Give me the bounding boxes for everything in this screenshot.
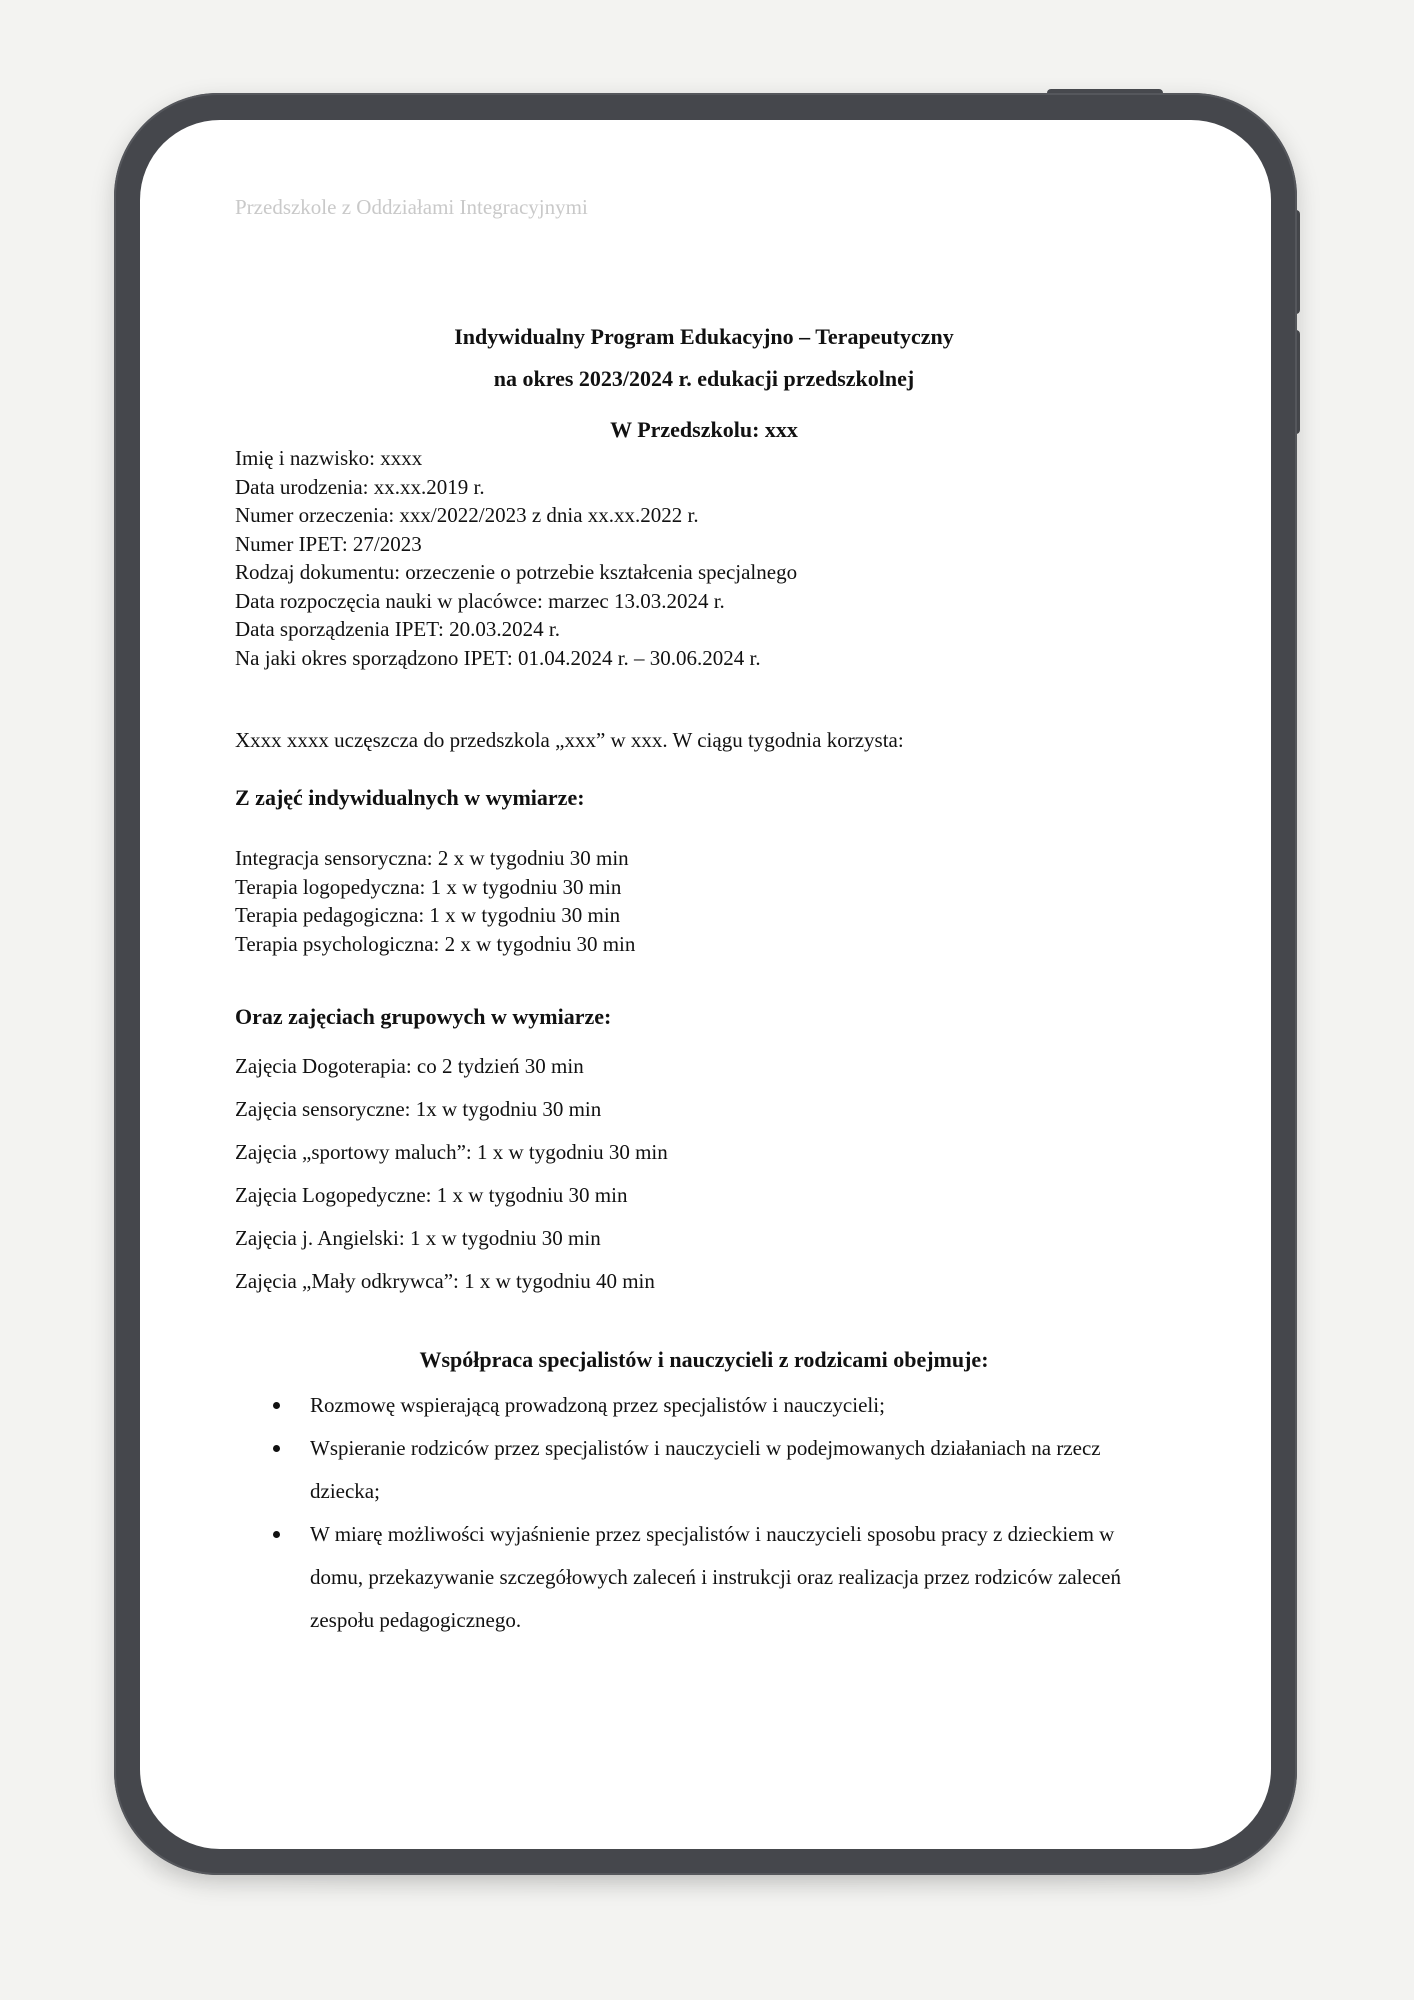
info-item: Na jaki okres sporządzono IPET: 01.04.2024 r. – 30.06.2024 r. (235, 645, 761, 670)
student-info-list (235, 444, 797, 672)
cooperation-item (235, 1384, 1155, 1427)
group-class-item: Zajęcia Logopedyczne: 1 x w tygodniu 30 min (235, 1183, 628, 1207)
title-line-2: na okres 2023/2024 r. edukacji przedszkolnej (493, 366, 915, 391)
group-class-item: Zajęcia „sportowy maluch”: 1 x w tygodniu 30 min (235, 1140, 668, 1164)
info-item: Numer IPET: 27/2023 (235, 531, 422, 556)
group-class-item: Zajęcia j. Angielski: 1 x w tygodniu 30 min (235, 1226, 601, 1250)
group-classes-list (235, 1045, 668, 1303)
cooperation-list (235, 1384, 1155, 1642)
school-line: W Przedszkolu: xxx (610, 417, 798, 442)
group-class-item: Zajęcia sensoryczne: 1x w tygodniu 30 min (235, 1097, 602, 1121)
info-item: Rodzaj dokumentu: orzeczenie o potrzebie kształcenia specjalnego (235, 560, 798, 584)
document-header: Przedszkole z Oddziałami Integracyjnymi (235, 195, 588, 219)
bullet-icon (273, 1445, 280, 1452)
bullet-icon (273, 1402, 280, 1409)
info-item: Numer orzeczenia: xxx/2022/2023 z dnia xx.xx.2022 r. (235, 503, 699, 527)
individual-class-item: Terapia pedagogiczna: 1 x w tygodniu 30 min (235, 903, 621, 927)
cooperation-item-text: Rozmowę wspierającą prowadzoną przez specjalistów i nauczycieli; (310, 1393, 885, 1417)
individual-class-item: Terapia logopedyczna: 1 x w tygodniu 30 min (235, 874, 622, 899)
info-item: Data sporządzenia IPET: 20.03.2024 r. (235, 617, 560, 641)
info-item: Data urodzenia: xx.xx.2019 r. (235, 474, 485, 499)
document-title (235, 316, 1173, 400)
info-item: Imię i nazwisko: xxxx (235, 446, 423, 470)
group-class-item: Zajęcia Dogoterapia: co 2 tydzień 30 min (235, 1054, 584, 1078)
group-classes-heading: Oraz zajęciach grupowych w wymiarze: (235, 1004, 612, 1029)
individual-classes-heading: Z zajęć indywidualnych w wymiarze: (235, 785, 585, 810)
group-class-item: Zajęcia „Mały odkrywca”: 1 x w tygodniu 40 min (235, 1269, 655, 1293)
info-item: Data rozpoczęcia nauki w placówce: marzec 13.03.2024 r. (235, 588, 725, 613)
cooperation-item-text: Wspieranie rodziców przez specjalistów i nauczycieli w podejmowanych działaniach na rzecz dziecka; (310, 1436, 1101, 1503)
individual-classes-list (235, 844, 635, 958)
intro-paragraph: Xxxx xxxx uczęszcza do przedszkola „xxx” w xxx. W ciągu tygodnia korzysta: (235, 728, 904, 752)
cooperation-item (235, 1427, 1155, 1513)
tablet-screen[interactable] (140, 120, 1271, 1849)
title-line-1: Indywidualny Program Edukacyjno – Terapeutyczny (454, 324, 954, 349)
cooperation-heading: Współpraca specjalistów i nauczycieli z rodzicami obejmuje: (419, 1347, 989, 1372)
cooperation-item (235, 1513, 1155, 1642)
bullet-icon (273, 1531, 280, 1538)
cooperation-item-text: W miarę możliwości wyjaśnienie przez specjalistów i nauczycieli sposobu pracy z dzieckiem w domu, przekazywanie szczegółowych zaleceń i instrukcji oraz realizacja przez rodziców zaleceń zespołu pedagogicznego. (310, 1522, 1121, 1632)
individual-class-item: Integracja sensoryczna: 2 x w tygodniu 30 min (235, 846, 629, 870)
individual-class-item: Terapia psychologiczna: 2 x w tygodniu 30 min (235, 931, 636, 956)
